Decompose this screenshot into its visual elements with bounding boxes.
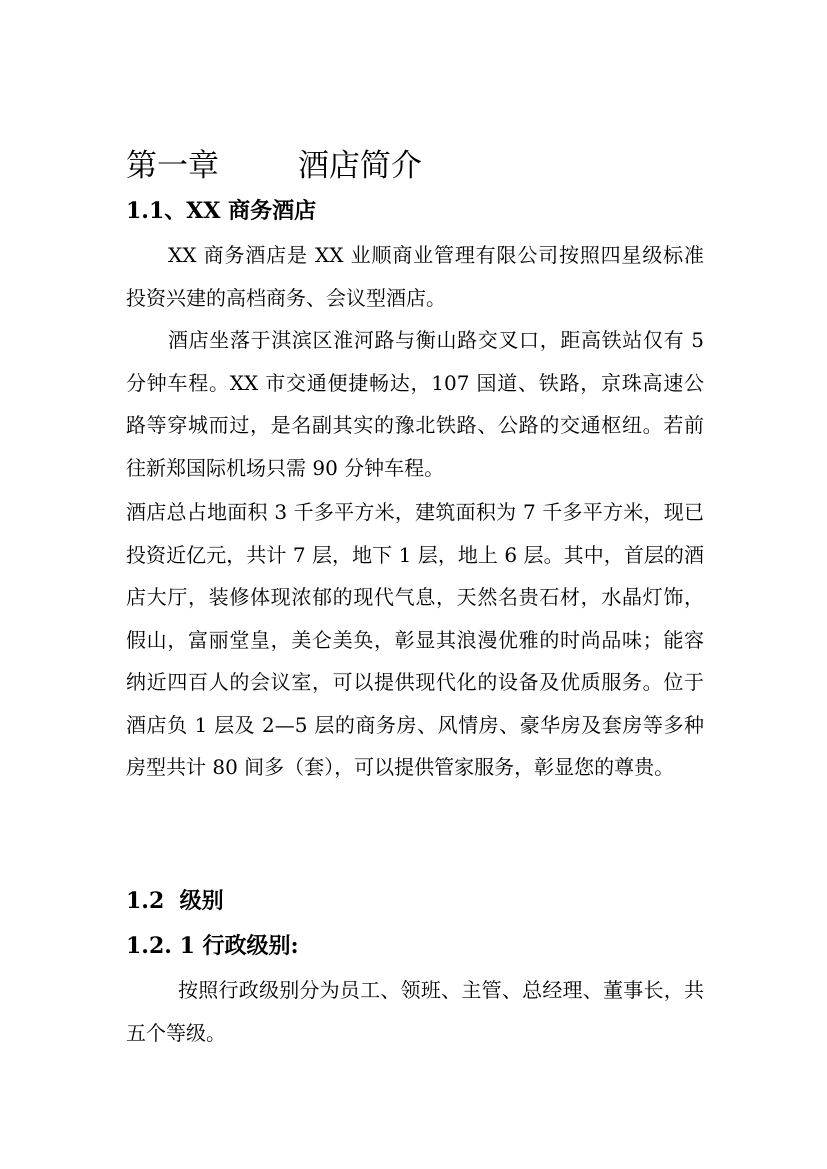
section-title-1-2: 1.2 级别 (126, 888, 224, 914)
section-title-1-2-1: 1.2. 1 行政级别: (126, 933, 299, 959)
paragraph-admin-levels: 按照行政级别分为员工、领班、主管、总经理、董事长，共五个等级。 (126, 978, 704, 1045)
paragraph-hotel-location: 酒店坐落于淇滨区淮河路与衡山路交叉口，距高铁站仅有 5 分钟车程。XX 市交通便捷畅达，107 国道、铁路，京珠高速公路等穿城而过，是名副其实的豫北铁路、公路的交通枢纽。若前往新郑国际机场只需 90 分钟车程。 (126, 328, 704, 480)
paragraph-hotel-intro: XX 商务酒店是 XX 业顺商业管理有限公司按照四星级标准投资兴建的高档商务、会议型酒店。 (126, 243, 704, 310)
chapter-title: 第一章 酒店简介 (126, 148, 422, 184)
section-title-1-1: 1.1、XX 商务酒店 (126, 198, 317, 224)
paragraph-hotel-facilities: 酒店总占地面积 3 千多平方米，建筑面积为 7 千多平方米，现已投资近亿元，共计 7 层，地下 1 层，地上 6 层。其中，首层的酒店大厅，装修体现浓郁的现代气息，天然名贵石材，水晶灯饰，假山，富丽堂皇，美仑美奂，彰显其浪漫优雅的时尚品味；能容纳近四百人的会议室，可以提供现代化的设备及优质服务。位于酒店负 1 层及 2—5 层的商务房、风情房、豪华房及套房等多种房型共计 80 间多（套），可以提供管家服务，彰显您的尊贵。 (126, 500, 704, 779)
